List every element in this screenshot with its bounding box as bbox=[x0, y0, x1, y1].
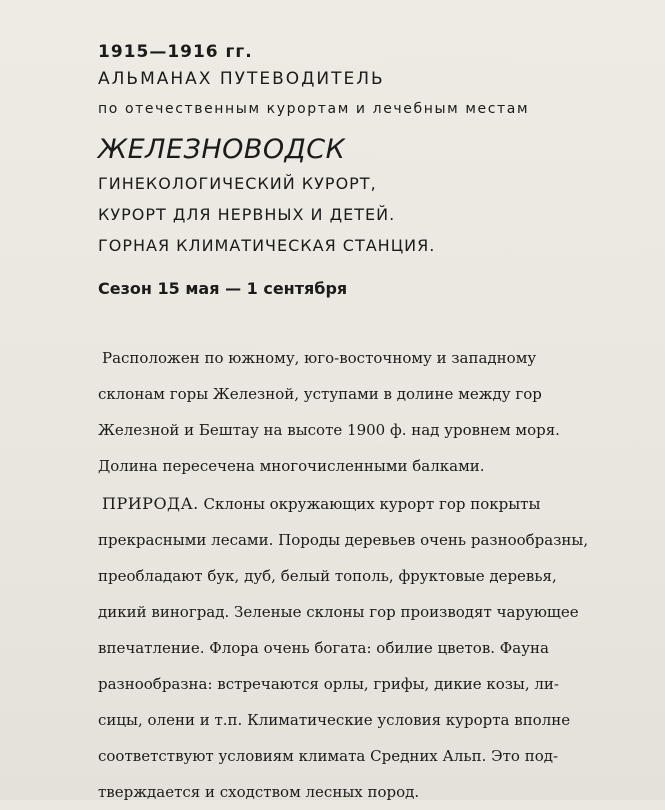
body-text bbox=[98, 340, 638, 810]
page-header bbox=[98, 40, 638, 303]
years-line: 1915—1916 гг. bbox=[98, 42, 253, 62]
section-lead: ПРИРОДА. bbox=[102, 494, 199, 513]
paragraph-line: Долина пересечена многочисленными балками. bbox=[98, 457, 485, 475]
paragraph-line: Железной и Бештау на высоте 1900 ф. над уровнем моря. bbox=[98, 421, 560, 439]
resort-type-line: ГОРНАЯ КЛИМАТИЧЕСКАЯ СТАНЦИЯ. bbox=[98, 236, 436, 255]
paragraph-line: сицы, олени и т.п. Климатические условия курорта вполне bbox=[98, 711, 571, 729]
season-dates: Сезон 15 мая — 1 сентября bbox=[98, 279, 348, 298]
paragraph-line: впечатление. Флора очень богата: обилие цветов. Фауна bbox=[98, 639, 549, 657]
paragraph-line: дикий виноград. Зеленые склоны гор производят чарующее bbox=[98, 603, 579, 621]
paragraph-line: тверждается и сходством лесных пород. bbox=[98, 783, 420, 801]
resort-type-line: ГИНЕКОЛОГИЧЕСКИЙ КУРОРТ, bbox=[98, 174, 377, 193]
paragraph-line bbox=[98, 486, 638, 522]
paragraph-line: преобладают бук, дуб, белый тополь, фруктовые деревья, bbox=[98, 567, 557, 585]
city-title: ЖЕЛЕЗНОВОДСК bbox=[98, 134, 346, 165]
paragraph-line: прекрасными лесами. Породы деревьев очень разнообразны, bbox=[98, 531, 589, 549]
paragraph-line: разнообразна: встречаются орлы, грифы, дикие козы, ли- bbox=[98, 675, 559, 693]
almanac-title: АЛЬМАНАХ ПУТЕВОДИТЕЛЬ bbox=[98, 69, 385, 89]
paragraph-line: склонам горы Железной, уступами в долине между гор bbox=[98, 385, 542, 403]
resort-type-line: КУРОРТ ДЛЯ НЕРВНЫХ И ДЕТЕЙ. bbox=[98, 205, 396, 224]
almanac-subtitle: по отечественным курортам и лечебным местам bbox=[98, 101, 530, 117]
paragraph-line: Расположен по южному, юго-восточному и западному bbox=[102, 349, 537, 367]
paragraph-line: соответствуют условиям климата Средних Альп. Это под- bbox=[98, 747, 559, 765]
paragraph-line-rest: Склоны окружающих курорт гор покрыты bbox=[198, 495, 541, 513]
